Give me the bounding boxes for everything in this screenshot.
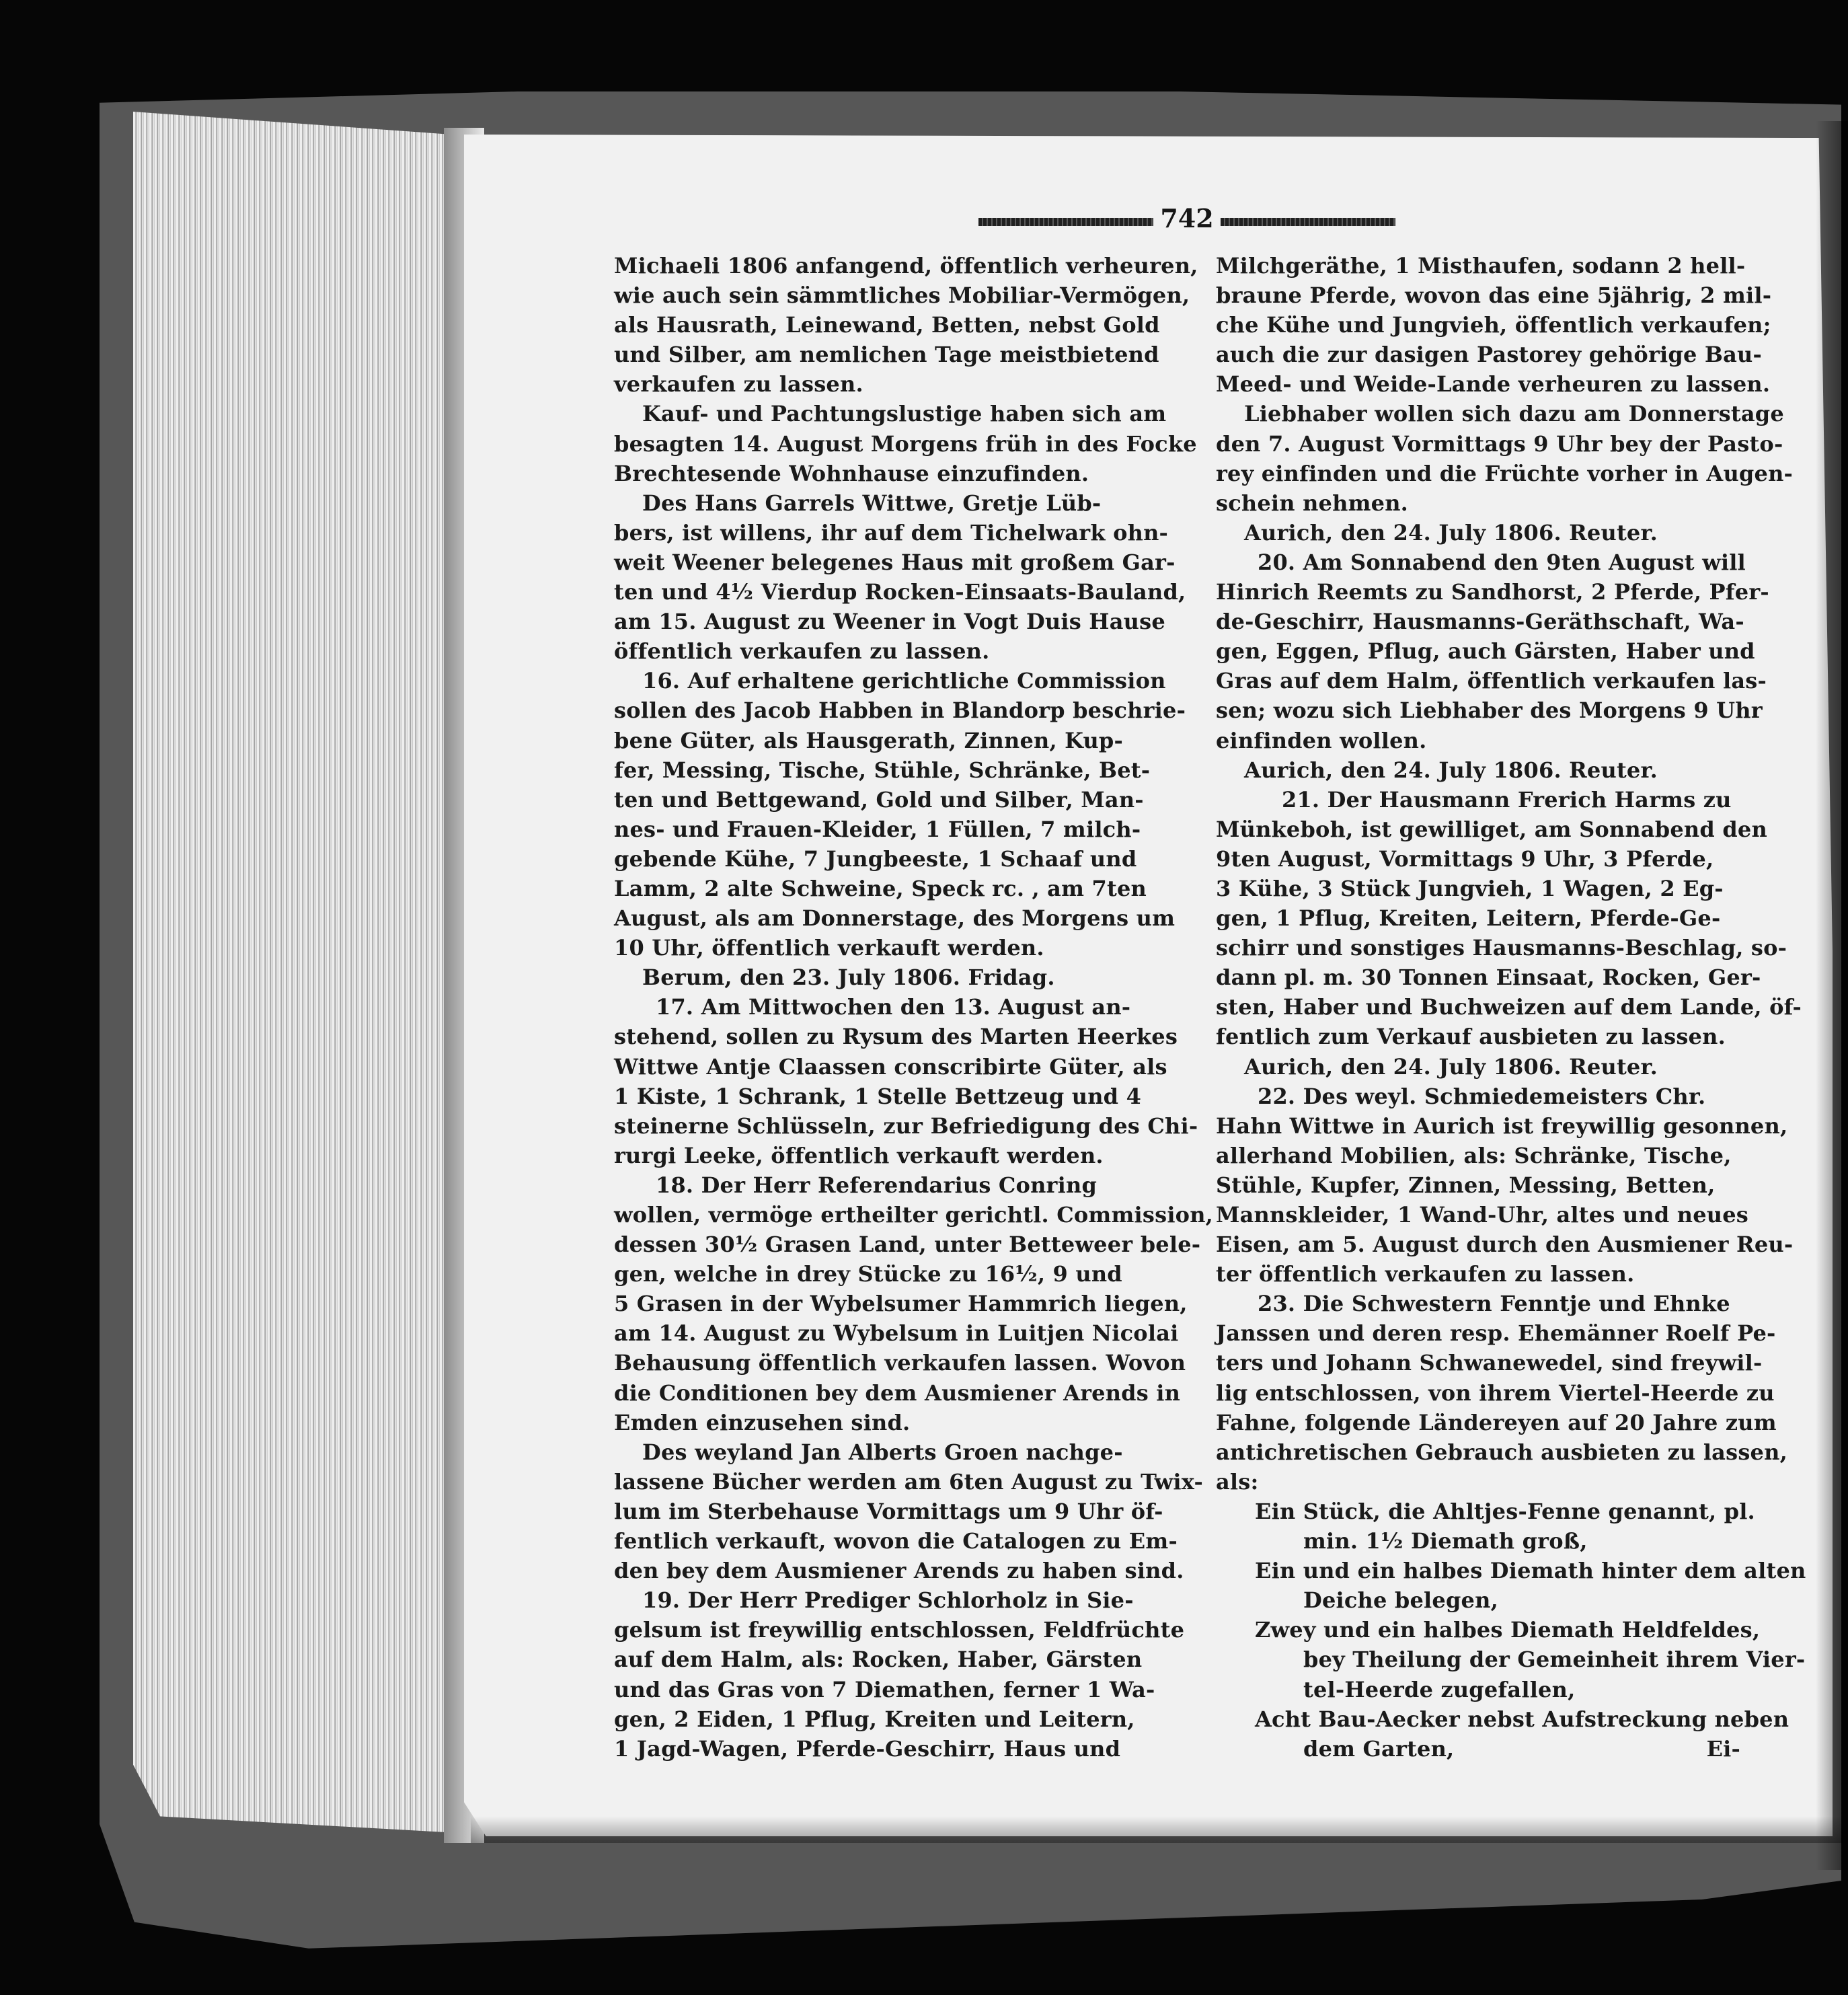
text-line: die Conditionen bey dem Ausmiener Arends in [614, 1380, 1181, 1406]
text-line: rurgi Leeke, öffentlich verkauft werden. [614, 1142, 1104, 1168]
text-line: gen, welche in drey Stücke zu 16½, 9 und [614, 1261, 1122, 1287]
text-line: ters und Johann Schwanewedel, sind freywil- [1216, 1350, 1763, 1376]
text-line: wollen, vermöge ertheilter gerichtl. Commission, [614, 1202, 1214, 1228]
text-line: che Kühe und Jungvieh, öffentlich verkaufen; [1216, 312, 1771, 338]
text-line: 1 Kiste, 1 Schrank, 1 Stelle Bettzeug und 4 [614, 1083, 1142, 1109]
text-line: bey Theilung der Gemeinheit ihrem Vier- [1303, 1647, 1806, 1673]
text-line: Ein Stück, die Ahltjes-Fenne genannt, pl. [1255, 1498, 1755, 1524]
text-line: 5 Grasen in der Wybelsumer Hammrich liegen, [614, 1291, 1188, 1317]
text-line: Mannskleider, 1 Wand-Uhr, altes und neues [1216, 1202, 1748, 1228]
text-line: und das Gras von 7 Diemathen, ferner 1 Wa- [614, 1676, 1155, 1702]
page-shadow-bottom [471, 1816, 1843, 1843]
text-line: einfinden wollen. [1216, 727, 1427, 753]
text-line: verkaufen zu lassen. [614, 371, 863, 398]
text-line: dem Garten, [1303, 1735, 1455, 1762]
text-line: den 7. August Vormittags 9 Uhr bey der Pasto- [1216, 430, 1783, 457]
text-line: Ein und ein halbes Diemath hinter dem alten [1255, 1558, 1806, 1584]
text-line: dessen 30½ Grasen Land, unter Betteweer bele- [614, 1232, 1201, 1258]
text-line: am 14. August zu Wybelsum in Luitjen Nicolai [614, 1320, 1179, 1347]
text-line: Kauf- und Pachtungslustige haben sich am [642, 401, 1167, 427]
text-line: Lamm, 2 alte Schweine, Speck rc. , am 7ten [614, 875, 1147, 901]
text-line: Stühle, Kupfer, Zinnen, Messing, Betten, [1216, 1172, 1716, 1198]
text-line: August, als am Donnerstage, des Morgens um [614, 905, 1176, 932]
page-shadow [1816, 121, 1848, 1870]
running-head [978, 203, 1395, 238]
text-line: Behausung öffentlich verkaufen lassen. Wovon [614, 1350, 1186, 1376]
text-line: lassene Bücher werden am 6ten August zu Twix- [614, 1468, 1203, 1495]
text-line: schein nehmen. [1216, 490, 1409, 516]
text-line: Des weyland Jan Alberts Groen nachge- [642, 1439, 1123, 1465]
ornament-rule-right [1221, 218, 1395, 226]
text-line: Münkeboh, ist gewilliget, am Sonnabend den [1216, 816, 1767, 842]
text-line: ten und 4½ Vierdup Rocken-Einsaats-Bauland, [614, 579, 1186, 605]
text-line: und Silber, am nemlichen Tage meistbietend [614, 342, 1159, 368]
text-line: Emden einzusehen sind. [614, 1409, 911, 1435]
text-line: Gras auf dem Halm, öffentlich verkaufen las- [1216, 668, 1767, 694]
text-line: Acht Bau-Aecker nebst Aufstreckung neben [1255, 1706, 1789, 1732]
text-line: Berum, den 23. July 1806. Fridag. [642, 965, 1055, 991]
text-line: min. 1½ Diemath groß, [1303, 1528, 1588, 1554]
text-line: am 15. August zu Weener in Vogt Duis Hause [614, 609, 1165, 635]
text-line: lum im Sterbehause Vormittags um 9 Uhr öf- [614, 1498, 1163, 1524]
text-line: rey einfinden und die Früchte vorher in Augen- [1216, 460, 1794, 486]
text-line: fer, Messing, Tische, Stühle, Schränke, Bet- [614, 757, 1151, 783]
text-line: braune Pferde, wovon das eine 5jährig, 2 mil- [1216, 283, 1772, 309]
text-line: auf dem Halm, als: Rocken, Haber, Gärsten [614, 1647, 1143, 1673]
text-line: steinerne Schlüsseln, zur Befriedigung des Chi- [614, 1113, 1198, 1139]
text-line: bers, ist willens, ihr auf dem Tichelwark ohn- [614, 519, 1169, 545]
text-line: Aurich, den 24. July 1806. Reuter. [1244, 757, 1658, 783]
text-line: ter öffentlich verkaufen zu lassen. [1216, 1261, 1635, 1287]
text-line: de-Geschirr, Hausmanns-Geräthschaft, Wa- [1216, 609, 1744, 635]
text-line: fentlich verkauft, wovon die Catalogen zu Em- [614, 1528, 1178, 1554]
text-line: gen, 2 Eiden, 1 Pflug, Kreiten und Leitern, [614, 1706, 1135, 1732]
text-line: sollen des Jacob Habben in Blandorp beschrie- [614, 698, 1186, 724]
text-line: tel-Heerde zugefallen, [1303, 1676, 1576, 1702]
text-line: Eisen, am 5. August durch den Ausmiener Reu- [1216, 1232, 1794, 1258]
text-line: sten, Haber und Buchweizen auf dem Lande, öf- [1216, 994, 1802, 1020]
text-column-right [1216, 251, 1806, 1764]
text-line: allerhand Mobilien, als: Schränke, Tische, [1216, 1142, 1732, 1168]
text-line: gelsum ist freywillig entschlossen, Feldfrüchte [614, 1617, 1185, 1643]
text-line: Aurich, den 24. July 1806. Reuter. [1244, 519, 1658, 545]
text-line: dann pl. m. 30 Tonnen Einsaat, Rocken, Ger- [1216, 965, 1761, 991]
text-line: ten und Bettgewand, Gold und Silber, Man- [614, 786, 1144, 813]
text-line: 10 Uhr, öffentlich verkauft werden. [614, 935, 1044, 961]
text-line: auch die zur dasigen Pastorey gehörige Bau- [1216, 342, 1762, 368]
text-line: 16. Auf erhaltene gerichtliche Commission [642, 668, 1166, 694]
text-line: fentlich zum Verkauf ausbieten zu lassen. [1216, 1024, 1726, 1050]
text-column-left [614, 251, 1214, 1764]
text-line: als Hausrath, Leinewand, Betten, nebst Gold [614, 312, 1160, 338]
text-line: wie auch sein sämmtliches Mobiliar-Vermögen, [614, 283, 1190, 309]
text-line: Hahn Wittwe in Aurich ist freywillig gesonnen, [1216, 1113, 1788, 1139]
text-line: öffentlich verkaufen zu lassen. [614, 638, 990, 665]
text-line: Michaeli 1806 anfangend, öffentlich verheuren, [614, 253, 1198, 278]
text-line: den bey dem Ausmiener Arends zu haben sind. [614, 1558, 1184, 1584]
text-line: Zwey und ein halbes Diemath Heldfeldes, [1255, 1617, 1761, 1643]
text-line: besagten 14. August Morgens früh in des Focke [614, 430, 1197, 457]
text-line: Des Hans Garrels Wittwe, Gretje Lüb- [642, 490, 1102, 516]
text-line: sen; wozu sich Liebhaber des Morgens 9 Uhr [1216, 698, 1763, 724]
text-line: 20. Am Sonnabend den 9ten August will [1258, 549, 1746, 575]
text-line: 17. Am Mittwochen den 13. August an- [656, 994, 1131, 1020]
text-line: als: [1216, 1468, 1259, 1495]
text-line: 21. Der Hausmann Frerich Harms zu [1282, 786, 1732, 813]
text-line: 19. Der Herr Prediger Schlorholz in Sie- [642, 1587, 1134, 1614]
text-line: Fahne, folgende Ländereyen auf 20 Jahre zum [1216, 1409, 1777, 1435]
text-line: Wittwe Antje Claassen conscribirte Güter, als [614, 1053, 1167, 1080]
text-line: lig entschlossen, von ihrem Viertel-Heerde zu [1216, 1380, 1775, 1406]
text-line: nes- und Frauen-Kleider, 1 Füllen, 7 milch- [614, 816, 1141, 842]
text-line: Janssen und deren resp. Ehemänner Roelf Pe- [1216, 1320, 1776, 1347]
text-line: Meed- und Weide-Lande verheuren zu lassen. [1216, 371, 1771, 398]
text-line: Liebhaber wollen sich dazu am Donnerstage [1244, 401, 1784, 427]
text-line: Aurich, den 24. July 1806. Reuter. [1244, 1053, 1658, 1080]
text-line: 22. Des weyl. Schmiedemeisters Chr. [1258, 1083, 1706, 1109]
text-line: 23. Die Schwestern Fenntje und Ehnke [1258, 1291, 1730, 1317]
text-line: stehend, sollen zu Rysum des Marten Heerkes [614, 1024, 1178, 1050]
text-line: 18. Der Herr Referendarius Conring [656, 1172, 1098, 1198]
text-line: Brechtesende Wohnhause einzufinden. [614, 460, 1089, 486]
text-line: antichretischen Gebrauch ausbieten zu lassen, [1216, 1439, 1787, 1465]
text-line: weit Weener belegenes Haus mit großem Gar- [614, 549, 1176, 575]
text-line: Milchgeräthe, 1 Misthaufen, sodann 2 hell- [1216, 253, 1746, 278]
text-line: bene Güter, als Hausgerath, Zinnen, Kup- [614, 727, 1123, 753]
page-edges [133, 112, 469, 1834]
text-line: 9ten August, Vormittags 9 Uhr, 3 Pferde, [1216, 845, 1714, 872]
text-line: Hinrich Reemts zu Sandhorst, 2 Pferde, Pfer- [1216, 579, 1769, 605]
text-line: 3 Kühe, 3 Stück Jungvieh, 1 Wagen, 2 Eg- [1216, 875, 1724, 901]
text-line: gen, 1 Pflug, Kreiten, Leitern, Pferde-Ge- [1216, 905, 1721, 932]
text-line: Deiche belegen, [1303, 1587, 1498, 1614]
text-line: schirr und sonstiges Hausmanns-Beschlag, so- [1216, 935, 1787, 961]
text-line: gebende Kühe, 7 Jungbeeste, 1 Schaaf und [614, 845, 1137, 872]
text-line: gen, Eggen, Pflug, auch Gärsten, Haber und [1216, 638, 1755, 665]
page-number: 742 [1160, 203, 1214, 233]
text-line: 1 Jagd-Wagen, Pferde-Geschirr, Haus und [614, 1735, 1121, 1762]
catchword: Ei- [1706, 1735, 1740, 1762]
